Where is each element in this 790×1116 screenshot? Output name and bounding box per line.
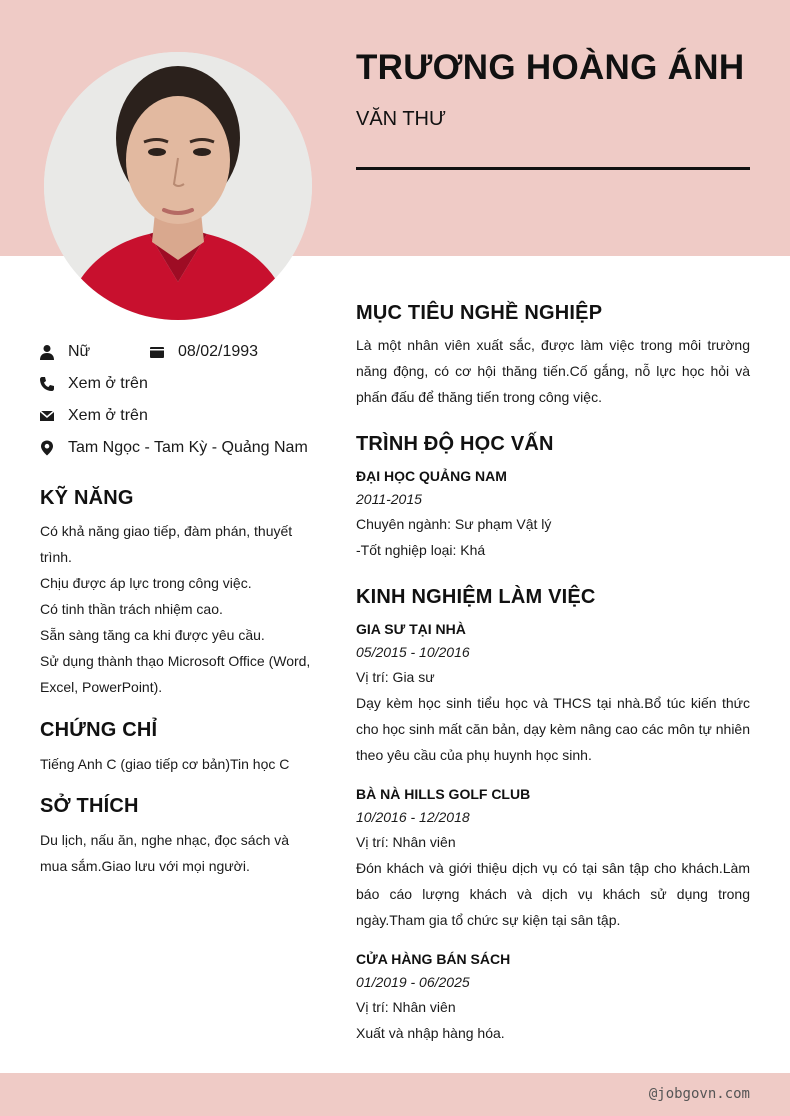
school-name: ĐẠI HỌC QUẢNG NAM [356,468,507,484]
education-grade: -Tốt nghiệp loại: Khá [356,542,486,558]
birthday-value: 08/02/1993 [178,343,259,360]
employer-name: CỬA HÀNG BÁN SÁCH [356,951,511,967]
person-icon [38,343,56,361]
email-value: Xem ở trên [68,407,148,424]
email-icon [38,407,56,425]
job-period: 01/2019 - 06/2025 [356,974,470,990]
experience-entry [356,948,750,1046]
gender-row [38,341,90,363]
birthday-row [148,341,258,363]
candidate-name: TRƯƠNG HOÀNG ÁNH [356,48,745,87]
profile-photo [44,52,312,320]
experience-entry [356,618,750,768]
job-period: 10/2016 - 12/2018 [356,809,470,825]
title-divider [356,167,750,170]
skill-item: Có tinh thần trách nhiệm cao. [40,601,223,617]
education-entry [356,465,750,563]
experience-entry [356,783,750,933]
objective-text: Là một nhân viên xuất sắc, được làm việc trong môi trường năng động, có cơ hội thăng tiến.Cố gắng, nỗ lực học hỏi và phấn đấu để thăng tiến trong công việc. [356,337,750,405]
skills-list [40,518,320,700]
certificates-text: Tiếng Anh C (giao tiếp cơ bản)Tin học C [40,756,290,772]
footer-brand: @jobgovn.com [648,1086,750,1102]
experience-heading: KINH NGHIỆM LÀM VIỆC [356,586,596,608]
job-position: Vị trí: Nhân viên [356,834,456,850]
phone-value: Xem ở trên [68,375,148,392]
job-position: Vị trí: Gia sư [356,669,435,685]
gender-value: Nữ [68,343,91,360]
employer-name: GIA SƯ TẠI NHÀ [356,621,466,637]
skill-item: Chịu được áp lực trong công việc. [40,575,252,591]
job-title: VĂN THƯ [356,108,447,130]
employer-name: BÀ NÀ HILLS GOLF CLUB [356,786,531,802]
skill-item: Có khả năng giao tiếp, đàm phán, thuyết trình. [40,523,293,565]
address-row [38,437,308,459]
education-major: Chuyên ngành: Sư phạm Vật lý [356,516,552,532]
email-row [38,405,148,427]
job-description: Đón khách và giới thiệu dịch vụ có tại sân tập cho khách.Làm báo cáo lượng khách và dịch vụ khách sử dụng trong ngày.Tham gia tổ chức sự kiện tại sân tập. [356,860,750,928]
phone-icon [38,375,56,393]
certificates-heading: CHỨNG CHỈ [40,719,158,741]
skill-item: Sử dụng thành thạo Microsoft Office (Word, Excel, PowerPoint). [40,653,311,695]
skills-heading: KỸ NĂNG [40,487,134,509]
hobbies-text: Du lịch, nấu ăn, nghe nhạc, đọc sách và mua sắm.Giao lưu với mọi người. [40,832,290,874]
hobbies-heading: SỞ THÍCH [40,795,139,817]
job-position: Vị trí: Nhân viên [356,999,456,1015]
education-heading: TRÌNH ĐỘ HỌC VẤN [356,433,554,455]
calendar-icon [148,343,166,361]
education-period: 2011-2015 [356,491,422,507]
skill-item: Sẵn sàng tăng ca khi được yêu cầu. [40,627,265,643]
location-pin-icon [38,439,56,457]
job-description: Dạy kèm học sinh tiểu học và THCS tại nhà.Bổ túc kiến thức cho học sinh mất căn bản, dạy kèm nâng cao các môn tự nhiên theo yêu cầu của phụ huynh học sinh. [356,695,750,763]
objective-heading: MỤC TIÊU NGHỀ NGHIỆP [356,302,603,324]
phone-row [38,373,148,395]
job-description: Xuất và nhập hàng hóa. [356,1025,505,1041]
address-value: Tam Ngọc - Tam Kỳ - Quảng Nam [68,439,308,456]
job-period: 05/2015 - 10/2016 [356,644,470,660]
